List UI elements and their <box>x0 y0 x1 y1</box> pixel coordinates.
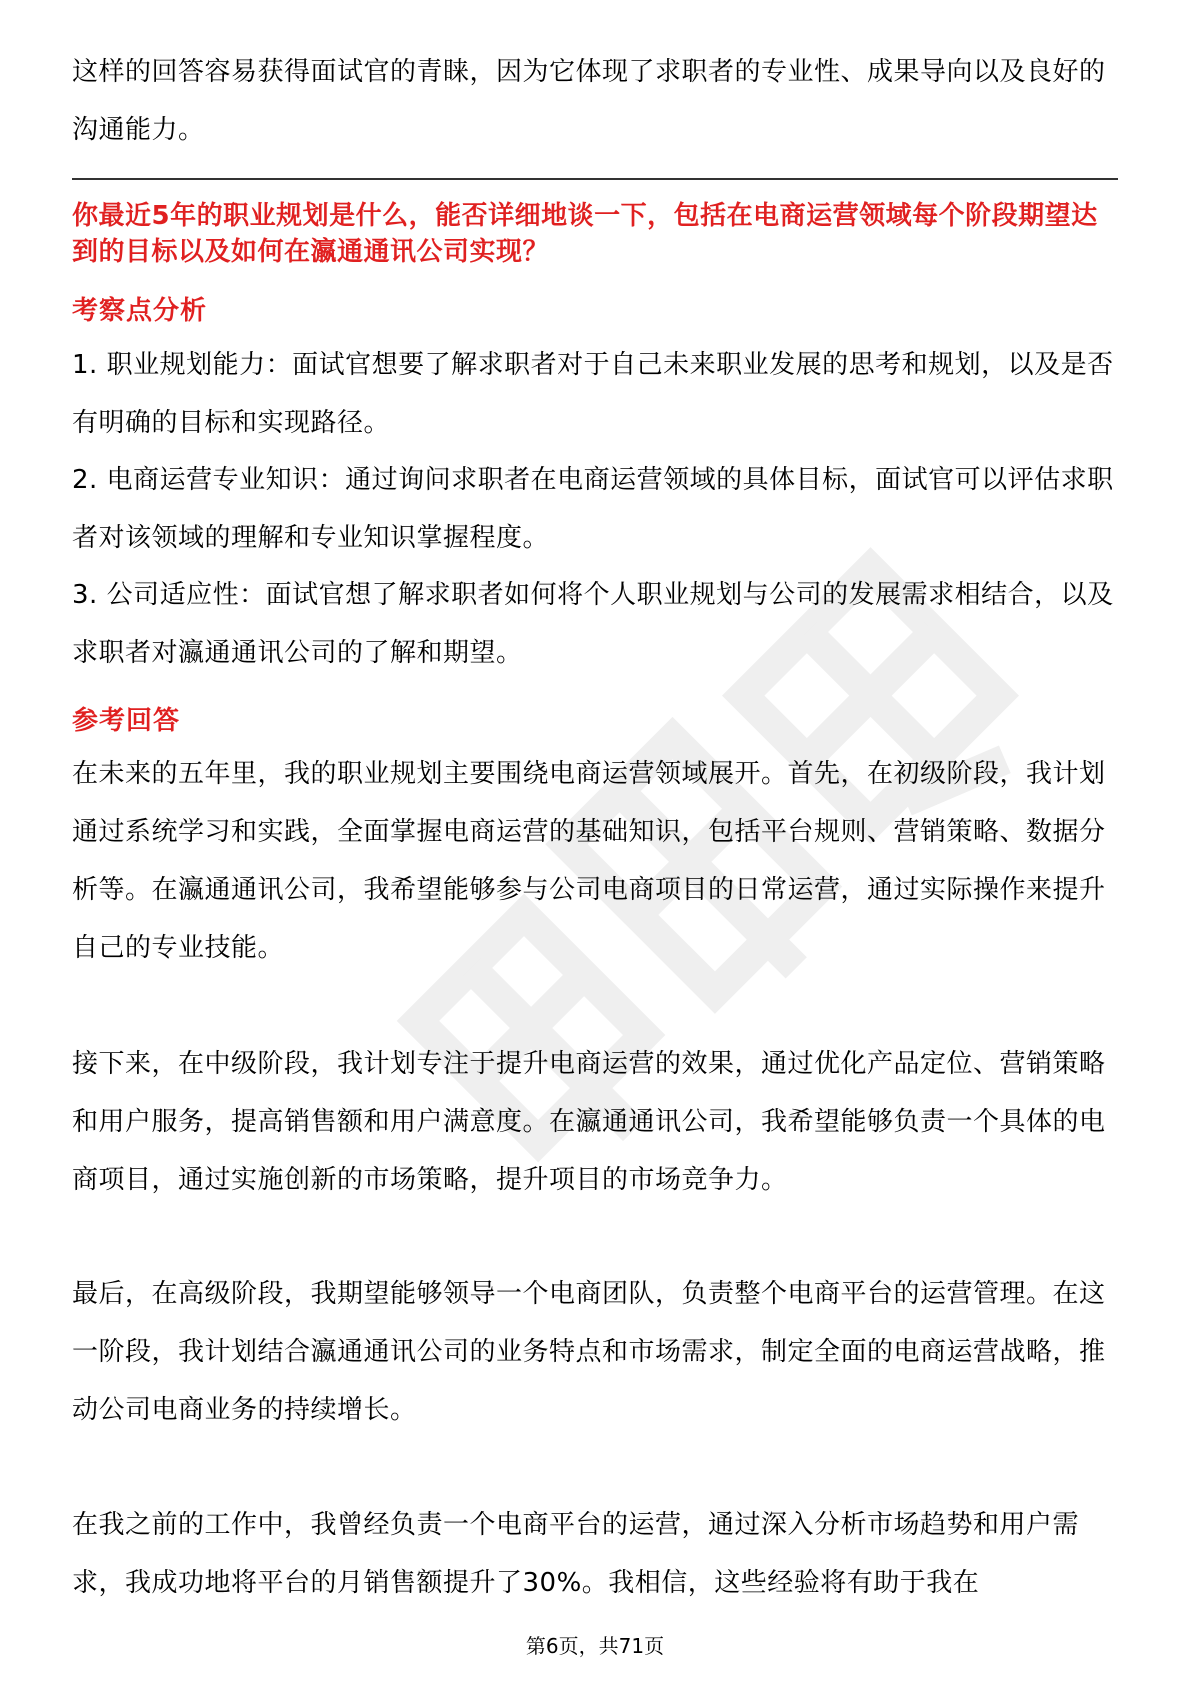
analysis-point: 3. 公司适应性：面试官想了解求职者如何将个人职业规划与公司的发展需求相结合，以及求职者对瀛通通讯公司的了解和期望。 <box>72 580 1114 668</box>
answer-paragraph: 在我之前的工作中，我曾经负责一个电商平台的运营，通过深入分析市场趋势和用户需求，我成功地将平台的月销售额提升了30%。我相信，这些经验将有助于我在 <box>72 1510 1080 1598</box>
document-page <box>72 0 1118 1684</box>
section-divider <box>72 178 1118 180</box>
question-title: 你最近5年的职业规划是什么，能否详细地谈一下，包括在电商运营领域每个阶段期望达到的目标以及如何在瀛通通讯公司实现？ <box>72 201 1098 267</box>
analysis-heading: 考察点分析 <box>72 296 208 326</box>
analysis-point: 1. 职业规划能力：面试官想要了解求职者对于自己未来职业发展的思考和规划，以及是否有明确的目标和实现路径。 <box>72 350 1114 438</box>
analysis-point: 2. 电商运营专业知识：通过询问求职者在电商运营领域的具体目标，面试官可以评估求职者对该领域的理解和专业知识掌握程度。 <box>72 465 1114 553</box>
answer-heading: 参考回答 <box>72 706 181 736</box>
answer-paragraph: 在未来的五年里，我的职业规划主要围绕电商运营领域展开。首先，在初级阶段，我计划通过系统学习和实践，全面掌握电商运营的基础知识，包括平台规则、营销策略、数据分析等。在瀛通通讯公司，我希望能够参与公司电商项目的日常运营，通过实际操作来提升自己的专业技能。 <box>72 759 1106 963</box>
intro-paragraph: 这样的回答容易获得面试官的青睐，因为它体现了求职者的专业性、成果导向以及良好的沟通能力。 <box>72 57 1106 145</box>
page-number: 第6页，共71页 <box>525 1634 665 1658</box>
answer-paragraph: 接下来，在中级阶段，我计划专注于提升电商运营的效果，通过优化产品定位、营销策略和用户服务，提高销售额和用户满意度。在瀛通通讯公司，我希望能够负责一个具体的电商项目，通过实施创新的市场策略，提升项目的市场竞争力。 <box>72 1049 1106 1195</box>
answer-paragraph: 最后，在高级阶段，我期望能够领导一个电商团队，负责整个电商平台的运营管理。在这一阶段，我计划结合瀛通通讯公司的业务特点和市场需求，制定全面的电商运营战略，推动公司电商业务的持续增长。 <box>72 1279 1106 1425</box>
